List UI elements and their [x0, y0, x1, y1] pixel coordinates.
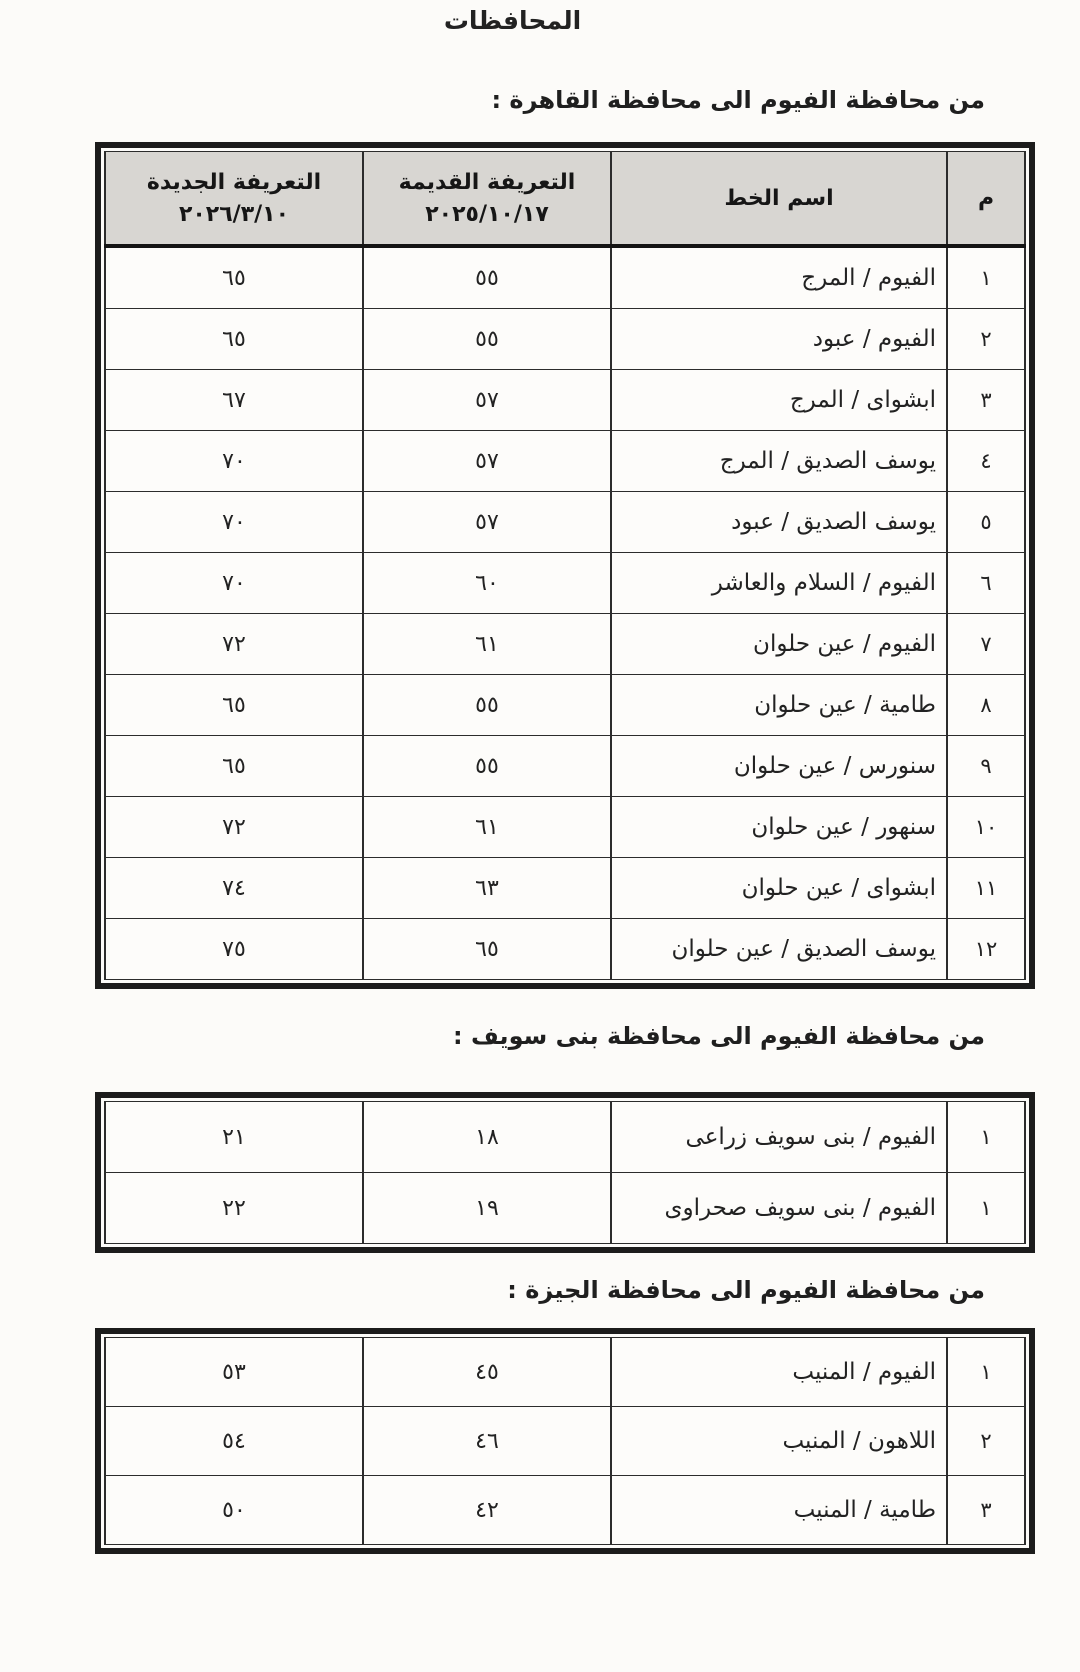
- row-number-cell: ١: [947, 1102, 1025, 1173]
- line-name-cell: اللاهون / المنيب: [611, 1407, 947, 1476]
- line-name-cell: الفيوم / المنيب: [611, 1338, 947, 1407]
- line-name-cell: الفيوم / بنى سويف زراعى: [611, 1102, 947, 1173]
- column-header-number: م: [947, 152, 1025, 247]
- table-row: [105, 1338, 1025, 1407]
- row-number-cell: ١: [947, 246, 1025, 309]
- row-number-cell: ١: [947, 1338, 1025, 1407]
- row-number-cell: ٤: [947, 431, 1025, 492]
- line-name-cell: الفيوم / عبود: [611, 309, 947, 370]
- section-heading-fayoum-to-giza: من محافظة الفيوم الى محافظة الجيزة :: [507, 1276, 985, 1304]
- row-number-cell: ١٠: [947, 797, 1025, 858]
- old-tariff-cell: ٦١: [363, 614, 611, 675]
- new-tariff-cell: ٦٥: [105, 309, 363, 370]
- row-number-cell: ٧: [947, 614, 1025, 675]
- row-number-cell: ١: [947, 1173, 1025, 1244]
- old-tariff-cell: ٤٢: [363, 1476, 611, 1545]
- new-tariff-cell: ٧٥: [105, 919, 363, 980]
- old-tariff-cell: ٦١: [363, 797, 611, 858]
- table-body: [105, 246, 1025, 980]
- row-number-cell: ٣: [947, 370, 1025, 431]
- old-tariff-cell: ١٨: [363, 1102, 611, 1173]
- table-row: [105, 1173, 1025, 1244]
- tariff-table: [104, 1337, 1026, 1545]
- line-name-cell: طامية / عين حلوان: [611, 675, 947, 736]
- line-name-cell: ابشواى / عين حلوان: [611, 858, 947, 919]
- new-tariff-cell: ٧٢: [105, 797, 363, 858]
- table-row: [105, 675, 1025, 736]
- column-header-old-tariff: [363, 152, 611, 247]
- new-tariff-cell: ٦٥: [105, 736, 363, 797]
- column-header-line-name: اسم الخط: [611, 152, 947, 247]
- line-name-cell: يوسف الصديق / عين حلوان: [611, 919, 947, 980]
- new-tariff-cell: ٥٣: [105, 1338, 363, 1407]
- line-name-cell: سنهور / عين حلوان: [611, 797, 947, 858]
- old-tariff-date: ٢٠٢٥/١٠/١٧: [425, 201, 549, 227]
- old-tariff-cell: ٥٧: [363, 492, 611, 553]
- table-row: [105, 919, 1025, 980]
- row-number-cell: ٨: [947, 675, 1025, 736]
- row-number-cell: ١٢: [947, 919, 1025, 980]
- line-name-cell: الفيوم / بنى سويف صحراوى: [611, 1173, 947, 1244]
- table-row: [105, 858, 1025, 919]
- new-tariff-cell: ٧٢: [105, 614, 363, 675]
- old-tariff-cell: ٥٥: [363, 309, 611, 370]
- table-body: [105, 1338, 1025, 1545]
- row-number-cell: ٢: [947, 1407, 1025, 1476]
- line-name-cell: يوسف الصديق / المرج: [611, 431, 947, 492]
- table-row: [105, 370, 1025, 431]
- section-heading-fayoum-to-cairo: من محافظة الفيوم الى محافظة القاهرة :: [491, 86, 985, 114]
- new-tariff-cell: ٥٤: [105, 1407, 363, 1476]
- new-tariff-cell: ٦٥: [105, 246, 363, 309]
- table-body: [105, 1102, 1025, 1244]
- line-name-cell: الفيوم / عين حلوان: [611, 614, 947, 675]
- row-number-cell: ١١: [947, 858, 1025, 919]
- table-row: [105, 309, 1025, 370]
- line-name-cell: ابشواى / المرج: [611, 370, 947, 431]
- table-row: [105, 614, 1025, 675]
- new-tariff-cell: ٧٠: [105, 553, 363, 614]
- tariff-table-fayoum-to-cairo: [95, 142, 1035, 989]
- old-tariff-cell: ٦٥: [363, 919, 611, 980]
- line-name-cell: يوسف الصديق / عبود: [611, 492, 947, 553]
- line-name-cell: الفيوم / المرج: [611, 246, 947, 309]
- table-row: [105, 492, 1025, 553]
- old-tariff-cell: ٦٠: [363, 553, 611, 614]
- new-tariff-cell: ٧٠: [105, 431, 363, 492]
- table-row: [105, 797, 1025, 858]
- old-tariff-cell: ٥٥: [363, 736, 611, 797]
- row-number-cell: ٢: [947, 309, 1025, 370]
- new-tariff-cell: ٥٠: [105, 1476, 363, 1545]
- old-tariff-cell: ٥٧: [363, 431, 611, 492]
- tariff-table-fayoum-to-giza: [95, 1328, 1035, 1554]
- old-tariff-cell: ١٩: [363, 1173, 611, 1244]
- new-tariff-cell: ٧٤: [105, 858, 363, 919]
- line-name-cell: الفيوم / السلام والعاشر: [611, 553, 947, 614]
- new-tariff-cell: ٧٠: [105, 492, 363, 553]
- page-title: المحافظات: [443, 6, 582, 35]
- old-tariff-cell: ٥٧: [363, 370, 611, 431]
- line-name-cell: سنورس / عين حلوان: [611, 736, 947, 797]
- old-tariff-cell: ٥٥: [363, 675, 611, 736]
- new-tariff-label: التعريفة الجديدة: [146, 169, 322, 195]
- new-tariff-cell: ٢١: [105, 1102, 363, 1173]
- table-row: [105, 1407, 1025, 1476]
- row-number-cell: ٣: [947, 1476, 1025, 1545]
- line-name-cell: طامية / المنيب: [611, 1476, 947, 1545]
- table-row: [105, 736, 1025, 797]
- row-number-cell: ٩: [947, 736, 1025, 797]
- table-row: [105, 431, 1025, 492]
- tariff-table: [104, 1101, 1026, 1244]
- row-number-cell: ٦: [947, 553, 1025, 614]
- old-tariff-cell: ٥٥: [363, 246, 611, 309]
- new-tariff-cell: ٢٢: [105, 1173, 363, 1244]
- new-tariff-cell: ٦٥: [105, 675, 363, 736]
- table-header-row: [105, 152, 1025, 247]
- old-tariff-cell: ٤٦: [363, 1407, 611, 1476]
- table-row: [105, 1102, 1025, 1173]
- old-tariff-cell: ٤٥: [363, 1338, 611, 1407]
- table-row: [105, 553, 1025, 614]
- old-tariff-cell: ٦٣: [363, 858, 611, 919]
- section-heading-fayoum-to-beni-suef: من محافظة الفيوم الى محافظة بنى سويف :: [453, 1022, 985, 1050]
- tariff-table: [104, 151, 1026, 980]
- row-number-cell: ٥: [947, 492, 1025, 553]
- table-row: [105, 1476, 1025, 1545]
- new-tariff-cell: ٦٧: [105, 370, 363, 431]
- old-tariff-label: التعريفة القديمة: [398, 169, 576, 195]
- table-row: [105, 246, 1025, 309]
- new-tariff-date: ٢٠٢٦/٣/١٠: [178, 201, 290, 227]
- column-header-new-tariff: [105, 152, 363, 247]
- tariff-table-fayoum-to-beni-suef: [95, 1092, 1035, 1253]
